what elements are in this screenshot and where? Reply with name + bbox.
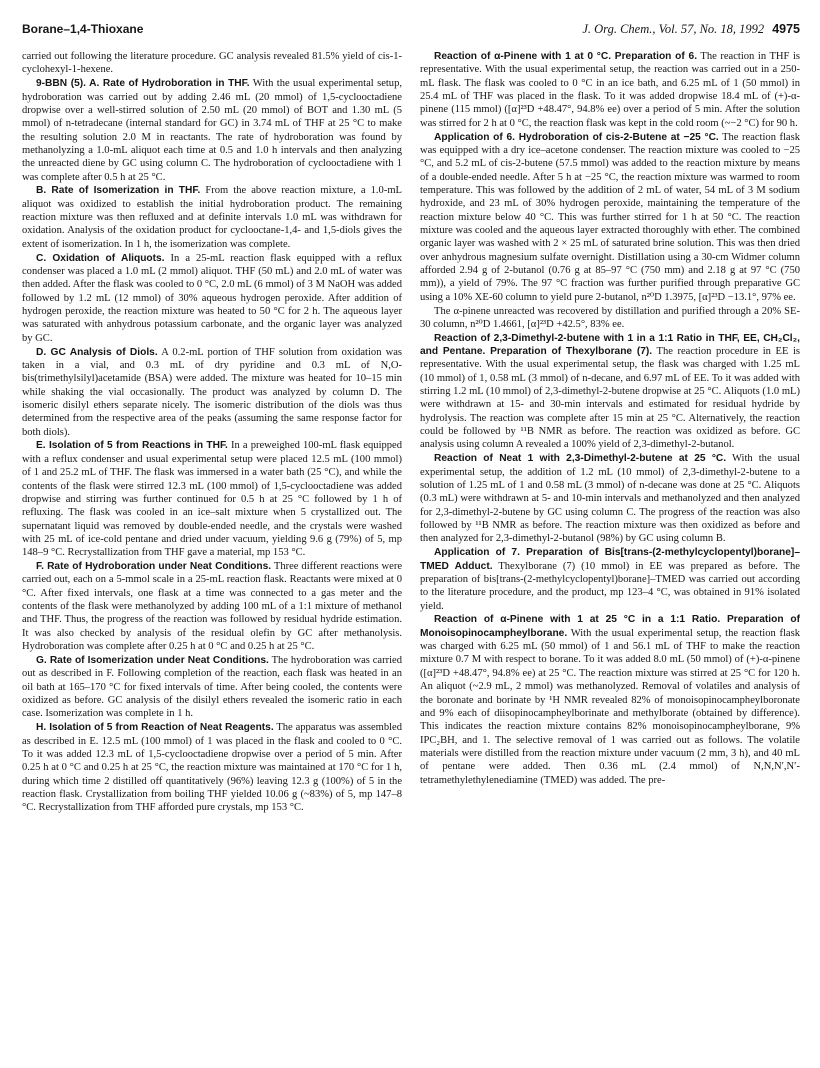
paragraph [22,721,402,814]
paragraph-heading: G. Rate of Isomerization under Neat Conditions. [36,654,269,666]
paragraph-text: The α-pinene unreacted was recovered by distillation and purified through a 20% SE-30 column, n²⁰D 1.4661, [α]²³D +42.5°, 83% ee. [420,305,800,330]
paragraph [22,50,402,77]
paragraph [22,252,402,345]
paragraph-text: With the usual experimental setup, the addition of 1.2 mL (10 mmol) of 2,3-dimethyl-2-butene to a solution of 1.25 mL of 1 and 0.58 mL (3 mmol) of n-decane was done at 25 °C. Aliquots (0.3 mL) were withdrawn at 5- and 10-min intervals and methanolyzed and then analyzed for 2,3-dimethyl-2-butene by GC using column C. The progress of the reaction was also followed by ¹¹B NMR as before. The reaction mixture was then oxidized as before and then analyzed for 2,3-dimethyl-2-butanol (98%) by GC using column B. [420,453,800,545]
paragraph-text: From the above reaction mixture, a 1.0-mL aliquot was oxidized to establish the initial hydroboration product. The remaining reaction mixture was then refluxed and at definite intervals 1.0 mL was withdrawn for oxidation. Analysis of the oxidation product for cyclooctane-1,4- and 1,5-diols gives the extent of isomerization. In 1 h, the isomerization was complete. [22,185,402,250]
paragraph-text: The reaction flask was equipped with a dry ice–acetone condenser. The reaction mixture was cooled to −25 °C, and 5.2 mL of cis-2-butene (57.5 mmol) was added to the reaction mixture by means of a double-ended needle. After 5 h at −25 °C, the reaction mixture was warmed to room temperature. This was followed by the addition of 2 mL of water, 54 mL of 3 M sodium hydroxide, and 23 mL of 30% hydrogen peroxide, maintaining the temperature of the reaction mixture below 40 °C. This was further stirred for 1 h at 50 °C. The reaction mixture was cooled and the aqueous layer extracted thoroughly with ether. The combined organic layer was washed with 2 × 25 mL of saturated brine solution. This was then dried over anhydrous magnesium sulfate overnight. Distillation using a 30-cm Widmer column afforded 2.94 g of 2-butanol (0.76 g at 85–97 °C (750 mm) and 2.18 g at 97 °C (750 mm)), a yield of 79%. The 97 °C fraction was further purified through preparative GC using a 10% XE-60 column to yield pure 2-butanol, n²⁰D 1.3975, [α]²³D −13.1°, 97% ee. [420,131,800,303]
paragraph-text: The reaction procedure in EE is representative. With the usual experimental setup, the flask was charged with 1.25 mL (10 mmol) of 1, 0.58 mL (3 mmol) of n-decane, and 6.97 mL of EE. To it was added with stirring 1.2 mL (10 mmol) of 2,3-dimethyl-2-butene dropwise at 25 °C. Aliquots (1.0 mL) were withdrawn at 15- and 30-min intervals and estimated for residual hydride by hydrolysis. The reaction was complete after 15 min at 25 °C. Alternatively, the reaction could be followed by ¹¹B NMR as before. The reaction was oxidized as before. GC analysis using column A revealed a 100% yield of 2,3-dimethyl-2-butanol. [420,346,800,451]
two-column-body [22,50,800,815]
paragraph [420,452,800,545]
paragraph-text: With the usual experimental setup, hydroboration was carried out by adding 2.46 mL (20 mmol) of 1,5-cyclooctadiene dropwise over a well-stirred solution of 2.50 mL (20 mmol) of BOT and 1.30 mL (5 mmol) of n-tetradecane (internal standard for GC) in 3.74 mL of THF at 25 °C to make the resulting solution 2.0 M in reactants. The rate of hydroboration was found by methanolyzing a 1.0-mL aliquot each time at 0.5 and 1.0 h intervals and then analyzing the unreacted diene by GC using column C. The hydroboration of cyclooctadiene with 1 was complete after 0.5 h at 25 °C. [22,78,402,183]
paragraph-heading: D. GC Analysis of Diols. [36,346,158,358]
paragraph [420,50,800,130]
right-column [420,50,800,815]
left-column [22,50,402,815]
paragraph [22,439,402,559]
paragraph-text: Three different reactions were carried out, each on a 5-mmol scale in a 25-mL reaction flask. Reactants were mixed at 0 °C. After fixed intervals, one flask at a time was connected to a gas meter and the contents of the flask were methanolyzed by adding 100 mL of a 1:1 mixture of methanol and THF. Thus, the progress of the reaction was followed by residual hydride estimation. It was also checked by analysis of the residual olefin by GC after methanolysis. Hydroboration was complete after 0.25 h at 0 °C and 0.25 h at 25 °C. [22,561,403,653]
paragraph-heading: C. Oxidation of Aliquots. [36,252,165,264]
paragraph-text: The apparatus was assembled as described in E. 12.5 mL (100 mmol) of 1 was placed in the flask and cooled to 0 °C. To it was added 12.3 mL of 1,5-cyclooctadiene dropwise over a period of 5 min. After 0.25 h at 0 °C and 0.25 h at 25 °C, the reaction mixture was maintained at 170 °C for 1 h, during which time 2 distilled off quantitatively (96%) leaving 12.3 g (100%) of 5 in the reaction flask. Crystallization from boiling THF yielded 10.06 g (~83%) of 5, mp 147–8 °C. Recrystallization from THF afforded pure crystals, mp 153 °C. [22,722,403,814]
page-header [22,22,800,44]
paragraph-text: With the usual experimental setup, the reaction flask was charged with 6.25 mL (50 mmol) of 1 and 56.1 mL of THF to make the reaction mixture 0.7 M with respect to borane. To it was added 8.0 mL (50 mmol) of (+)-α-pinene ([α]²³D +48.47°, 94.8% ee) at 25 °C. The reaction mixture was stirred at 25 °C for 120 h. An aliquot (~2.9 mL, 2 mmol) was methanolyzed. Removal of volatiles and analysis of the boronate and borinate by ¹H NMR revealed 82% of monoisopinocampheylboronate and 9% each of diisopinocampheylborinate and methylborate (obtained by difference). This indicates the reaction mixture contains 82% monoisopinocampheylborane, 9% IPC₂BH, and 1. The selective removal of 1 was carried out as follows. The volatile materials were distilled from the reaction mixture under vacuum (2 mm, 3 h), and 40 mL of pentane were added. Then 0.36 mL (2.4 mmol) of N,N,N′,N′-tetramethylethylenediamine (TMED) was added. The pre- [420,627,800,786]
paragraph-heading: Application of 7. Preparation of Bis[trans-(2-methylcyclopentyl)borane]–TMED Adduct. [420,547,800,572]
paragraph [22,654,402,721]
paragraph [420,131,800,304]
paragraph-heading: Reaction of 2,3-Dimethyl-2-butene with 1 in a 1:1 Ratio in THF, EE, CH₂Cl₂, and Pentane. Preparation of Thexylborane (7). [420,332,800,358]
paragraph-heading: Application of 6. Hydroboration of cis-2-Butene at −25 °C. [434,131,719,143]
journal-citation-group [582,22,800,37]
journal-citation: J. Org. Chem., Vol. 57, No. 18, 1992 [582,22,765,36]
paragraph [420,332,800,452]
paragraph-heading: H. Isolation of 5 from Reaction of Neat Reagents. [36,722,274,734]
paragraph-text: In a 25-mL reaction flask equipped with a reflux condenser was placed a 1.0 mL (2 mmol) aliquot. THF (50 mL) and 2.0 mL of water was then added. After the flask was cooled to 0 °C, 2.0 mL (6 mmol) of 3 M NaOH was added followed by 1.2 mL (12 mmol) of 30% aqueous hydrogen peroxide. After addition of hydrogen peroxide, the reaction mixture was heated to 50 °C for 2 h. The aqueous layer was saturated with anhydrous potassium carbonate, and the organic layer was analyzed by GC. [22,252,402,344]
paragraph [22,560,402,653]
paragraph-heading: Reaction of α-Pinene with 1 at 0 °C. Preparation of 6. [434,51,698,62]
paragraph-text: carried out following the literature procedure. GC analysis revealed 81.5% yield of cis-1-cyclohexyl-1-hexene. [22,51,402,76]
paragraph-text: The reaction in THF is representative. With the usual experimental setup, the reaction was carried out in a 250-mL flask. The flask was cooled to 0 °C in an ice bath, and 6.25 mL of 1 (50 mmol) in 25.4 mL of THF was placed in the flask. To it was added dropwise 18.4 mL of (+)-α-pinene (115 mmol) ([α]²³D +48.47°, 94.8% ee) over a period of 5 min. After the solution was stirred for 2 h at 0 °C, the reaction flask was kept in the cold room (~−2 °C) for 90 h. [420,51,800,129]
paragraph [22,346,402,439]
paragraph-text: In a preweighed 100-mL flask equipped with a reflux condenser and usual experimental setup were placed 12.5 mL (100 mmol) of 1 and 25.2 mL of THF. The flask was immersed in a water bath (25 °C), and while the contents of the flask were stirred 12.3 mL (100 mmol) of 1,5-cyclooctadiene was added dropwise and stirring was further continued for 0.5 h at 25 °C followed by 1 h of refluxing. The flask was cooled in an ice–salt mixture when 5 crystallized out. The supernatant liquid was removed by double-ended needle, and the crystals were washed with 25 mL of ice-cold pentane and dried under vacuum, yielding 9.6 g (79%) of 5, mp 148–9 °C. Recrystallization from THF gave a material, mp 153 °C. [22,440,402,559]
paragraph [420,546,800,613]
paragraph [22,77,402,184]
paragraph-heading: Reaction of Neat 1 with 2,3-Dimethyl-2-butene at 25 °C. [434,453,727,465]
paragraph-heading: F. Rate of Hydroboration under Neat Conditions. [36,561,272,573]
page-number: 4975 [772,22,800,36]
paragraph [420,305,800,332]
paragraph-heading: Reaction of α-Pinene with 1 at 25 °C in a 1:1 Ratio. Preparation of Monoisopinocampheylborane. [420,614,800,639]
paragraph-text: Thexylborane (7) (10 mmol) in EE was prepared as before. The preparation of bis[trans-(2-methylcyclopentyl)borane]–TMED was carried out according to the literature procedure, and the product, mp 123–4 °C, was obtained in 91% isolated yield. [420,560,800,612]
paragraph-heading: B. Rate of Isomerization in THF. [36,185,201,197]
paragraph-heading: E. Isolation of 5 from Reactions in THF. [36,440,228,452]
paragraph [22,184,402,251]
paragraph-text: The hydroboration was carried out as described in F. Following completion of the reaction, each flask was heated in an oil bath at 165–170 °C for fixed intervals of time. After being cooled, the contents were oxidized as before. GC analysis of the disilyl ethers revealed the isomeric ratio in each case. Isomerization was complete in 1 h. [22,654,402,720]
running-title: Borane–1,4-Thioxane [22,22,144,36]
paragraph-heading: 9-BBN (5). A. Rate of Hydroboration in THF. [36,78,250,90]
paragraph [420,613,800,786]
paragraph-text: A 0.2-mL portion of THF solution from oxidation was taken in a vial, and 0.3 mL of dry pyridine and 0.3 mL of N,O-bis(trimethylsilyl)acetamide (BSA) were added. The mixture was heated for 10–15 min while shaking the vial occasionally. The product was analyzed by column D. The isomeric disilyl ethers separate nicely. The isomeric distribution of the diols was thus determined from the respective area of the peaks (assuming the same response factor for both diols). [22,346,403,438]
